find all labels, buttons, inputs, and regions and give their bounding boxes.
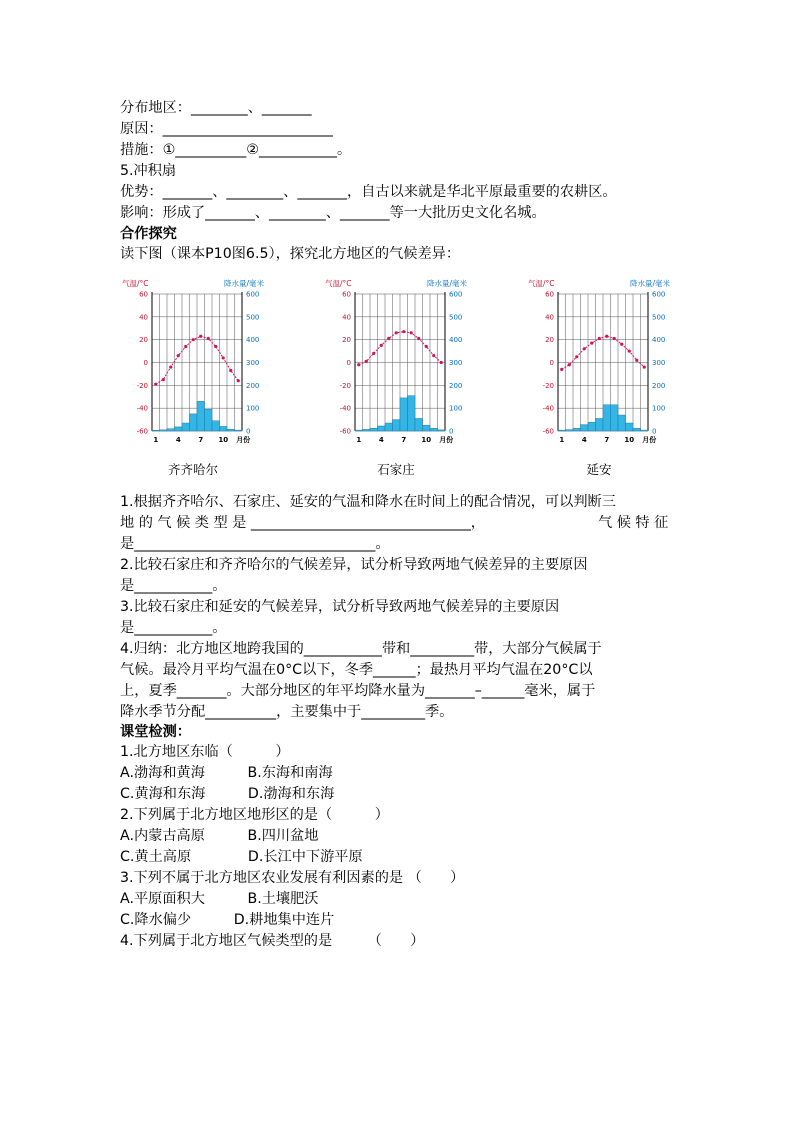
precipitation-bar <box>415 418 423 431</box>
precipitation-bar <box>558 430 566 431</box>
heading-cooperative-inquiry: 合作探究 <box>120 226 177 242</box>
y-tick-label: 20 <box>139 336 148 345</box>
x-tick-label: 1 <box>559 436 565 444</box>
precipitation-bar <box>430 428 438 431</box>
temperature-point <box>214 345 217 348</box>
temperature-point <box>357 363 360 366</box>
question-4-line-2: 气候。最冷月平均气温在0°C以下，冬季______；最热月平均气温在20°C以 <box>120 662 593 678</box>
precipitation-bar <box>581 425 589 431</box>
temperature-point <box>425 345 428 348</box>
temperature-point <box>207 337 210 340</box>
climate-chart-svg <box>118 274 268 454</box>
test-question-2: 2.下列属于北方地区地形区的是（ ） <box>120 807 389 823</box>
precipitation-bar <box>423 425 431 431</box>
question-4-line-4: 降水季节分配__________，主要集中于_________季。 <box>120 704 454 720</box>
precipitation-bar <box>573 428 581 431</box>
y2-tick-label: 400 <box>246 336 260 345</box>
test-question-1-options-ab: A.渤海和黄海 B.东海和南海 <box>120 765 333 781</box>
question-1-line-1: 1.根据齐齐哈尔、石家庄、延安的气温和降水在时间上的配合情况，可以判断三 <box>120 494 616 510</box>
test-question-3: 3.下列不属于北方地区农业发展有利因素的是 （ ） <box>120 870 465 886</box>
precipitation-bar <box>182 423 190 431</box>
y-tick-label: 0 <box>549 359 554 367</box>
fill-line-reason: 原因：________________________ <box>120 121 333 137</box>
temperature-point <box>440 361 443 364</box>
y2-tick-label: 600 <box>652 290 666 299</box>
precipitation-bar <box>220 426 228 431</box>
y-tick-label: -20 <box>136 381 148 390</box>
y-tick-label: 60 <box>545 290 554 299</box>
y-tick-label: 40 <box>139 313 148 322</box>
temperature-point <box>613 337 616 340</box>
temperature-point <box>575 355 578 358</box>
y-axis-label: 气温/°C <box>528 279 555 288</box>
temperature-point <box>192 338 195 341</box>
question-1-climate-type: 地 的 气 候 类 型 是 _______________________________， <box>120 515 485 531</box>
temperature-point <box>162 378 165 381</box>
y2-tick-label: 100 <box>652 404 666 413</box>
x-tick-label: 1 <box>356 436 362 444</box>
chart-title: 石家庄 <box>377 462 415 477</box>
temperature-point <box>590 341 593 344</box>
y2-tick-label: 400 <box>652 336 666 345</box>
y2-tick-label: 0 <box>246 427 251 436</box>
y-tick-label: -20 <box>339 381 351 390</box>
y2-tick-label: 200 <box>449 381 463 390</box>
y-tick-label: 40 <box>342 313 351 322</box>
temperature-point <box>365 360 368 363</box>
precipitation-bar <box>235 430 243 431</box>
precipitation-bar <box>566 430 574 431</box>
x-tick-label: 4 <box>378 436 384 444</box>
y2-tick-label: 500 <box>246 313 260 322</box>
test-question-1-options-cd: C.黄海和东海 D.渤海和东海 <box>120 786 335 802</box>
question-1-line-3: 是__________________________________。 <box>120 536 390 552</box>
precipitation-bar <box>227 429 235 431</box>
x-axis-label: 月份 <box>642 436 657 444</box>
question-4-line-3: 上，夏季_______。大部分地区的年平均降水量为_______–______毫米，属于 <box>120 683 596 699</box>
temperature-point <box>372 352 375 355</box>
section-alluvial-fan: 5.冲积扇 <box>120 163 177 179</box>
y-tick-label: 0 <box>143 359 148 367</box>
temperature-point <box>229 369 232 372</box>
question-3-line-1: 3.比较石家庄和延安的气候差异，试分析导致两地气候差异的主要原因 <box>120 599 560 615</box>
instruction-read-figure: 读下图（课本P10图6.5），探究北方地区的气候差异： <box>120 246 461 262</box>
precipitation-bar <box>378 426 386 431</box>
y2-tick-label: 600 <box>246 290 260 299</box>
temperature-point <box>387 337 390 340</box>
y-tick-label: 0 <box>346 359 351 367</box>
precipitation-bar <box>641 430 649 431</box>
y2-axis-label: 降水量/毫米 <box>629 279 670 288</box>
y2-tick-label: 0 <box>449 427 454 436</box>
test-question-1: 1.北方地区东临（ ） <box>120 744 290 760</box>
fill-line-measures: 措施：①__________②___________。 <box>120 142 352 158</box>
test-question-4: 4.下列属于北方地区气候类型的是 （ ） <box>120 933 425 949</box>
test-question-3-options-cd: C.降水偏少 D.耕地集中连片 <box>120 912 335 928</box>
climate-chart-shijiazhuang <box>321 274 471 477</box>
y-axis-label: 气温/°C <box>122 279 149 288</box>
precipitation-bar <box>212 421 220 431</box>
question-2-line-2: 是___________。 <box>120 578 227 594</box>
y-tick-label: -40 <box>136 404 148 413</box>
question-2-line-1: 2.比较石家庄和齐齐哈尔的气候差异，试分析导致两地气候差异的主要原因 <box>120 557 588 573</box>
temperature-point <box>237 379 240 382</box>
heading-class-test: 课堂检测： <box>120 724 191 740</box>
temperature-point <box>184 345 187 348</box>
question-1-line-2 <box>120 513 669 533</box>
y-tick-label: 40 <box>545 313 554 322</box>
precipitation-bar <box>355 430 363 431</box>
precipitation-bar <box>205 409 213 431</box>
y-tick-label: 20 <box>545 336 554 345</box>
y-tick-label: 20 <box>342 336 351 345</box>
y-tick-label: -60 <box>136 427 148 436</box>
precipitation-bar <box>197 401 205 431</box>
y2-tick-label: 500 <box>652 313 666 322</box>
temperature-point <box>583 347 586 350</box>
y-tick-label: -20 <box>542 381 554 390</box>
precipitation-bar <box>596 418 604 431</box>
y2-tick-label: 500 <box>449 313 463 322</box>
climate-chart-svg <box>524 274 674 454</box>
y-tick-label: -40 <box>339 404 351 413</box>
y2-tick-label: 300 <box>449 359 463 367</box>
test-question-3-options-ab: A.平原面积大 B.土壤肥沃 <box>120 891 319 907</box>
y2-tick-label: 400 <box>449 336 463 345</box>
y2-tick-label: 100 <box>449 404 463 413</box>
precipitation-bar <box>175 427 183 431</box>
y2-axis-label: 降水量/毫米 <box>223 279 264 288</box>
temperature-point <box>568 363 571 366</box>
y-tick-label: -60 <box>339 427 351 436</box>
test-question-2-options-ab: A.内蒙古高原 B.四川盆地 <box>120 828 319 844</box>
precipitation-bar <box>152 430 160 431</box>
x-tick-label: 10 <box>624 436 635 444</box>
temperature-point <box>380 344 383 347</box>
climate-chart-svg <box>321 274 471 454</box>
precipitation-bar <box>363 429 371 431</box>
question-1-feature-label: 气 候 特 征 <box>598 515 669 531</box>
precipitation-bar <box>603 405 611 431</box>
x-tick-label: 7 <box>401 436 407 444</box>
precipitation-bar <box>626 423 634 431</box>
fill-line-distribution: 分布地区：________、_______ <box>120 100 312 116</box>
temperature-point <box>410 331 413 334</box>
y2-tick-label: 300 <box>652 359 666 367</box>
precipitation-bar <box>160 430 168 431</box>
y2-tick-label: 600 <box>449 290 463 299</box>
x-tick-label: 10 <box>421 436 432 444</box>
climate-chart-qiqihar <box>118 274 268 477</box>
precipitation-bar <box>408 396 416 431</box>
precipitation-bar <box>633 428 641 431</box>
fill-line-influence: 影响：形成了_______、________、_______等一大批历史文化名城。 <box>120 205 546 221</box>
temperature-point <box>628 349 631 352</box>
fill-line-advantages: 优势：_______、________、_______，自古以来就是华北平原最重要的农耕区。 <box>120 184 617 200</box>
y2-tick-label: 300 <box>246 359 260 367</box>
temperature-point <box>605 335 608 338</box>
x-axis-label: 月份 <box>439 436 454 444</box>
precipitation-bar <box>370 428 378 431</box>
temperature-point <box>154 383 157 386</box>
x-tick-label: 4 <box>581 436 587 444</box>
y-tick-label: -40 <box>542 404 554 413</box>
temperature-point <box>417 337 420 340</box>
precipitation-bar <box>618 415 626 431</box>
temperature-point <box>222 356 225 359</box>
y-tick-label: -60 <box>542 427 554 436</box>
y2-tick-label: 100 <box>246 404 260 413</box>
y-tick-label: 60 <box>342 290 351 299</box>
y2-axis-label: 降水量/毫米 <box>426 279 467 288</box>
temperature-point <box>560 368 563 371</box>
x-tick-label: 1 <box>153 436 159 444</box>
y2-tick-label: 200 <box>246 381 260 390</box>
precipitation-bar <box>438 430 446 431</box>
temperature-point <box>432 354 435 357</box>
x-tick-label: 4 <box>175 436 181 444</box>
test-question-2-options-cd: C.黄土高原 D.长江中下游平原 <box>120 849 363 865</box>
y-tick-label: 60 <box>139 290 148 299</box>
precipitation-bar <box>190 414 198 431</box>
precipitation-bar <box>385 423 393 431</box>
temperature-point <box>620 343 623 346</box>
precipitation-bar <box>400 398 408 431</box>
precipitation-bar <box>167 429 175 431</box>
x-axis-label: 月份 <box>236 436 251 444</box>
x-tick-label: 10 <box>218 436 229 444</box>
climate-charts <box>118 274 678 484</box>
chart-title: 延安 <box>586 462 612 477</box>
chart-title: 齐齐哈尔 <box>167 462 218 477</box>
question-3-line-2: 是___________。 <box>120 620 227 636</box>
temperature-point <box>199 335 202 338</box>
temperature-point <box>643 365 646 368</box>
precipitation-bar <box>611 405 619 431</box>
question-4-line-1: 4.归纳：北方地区地跨我国的___________带和_________带，大部分气候属于 <box>120 641 602 657</box>
climate-chart-yanan <box>524 274 674 477</box>
y2-tick-label: 200 <box>652 381 666 390</box>
temperature-point <box>169 365 172 368</box>
temperature-point <box>177 354 180 357</box>
x-tick-label: 7 <box>604 436 610 444</box>
temperature-point <box>395 331 398 334</box>
precipitation-bar <box>393 420 401 431</box>
y2-tick-label: 0 <box>652 427 657 436</box>
x-tick-label: 7 <box>198 436 204 444</box>
y-axis-label: 气温/°C <box>325 279 352 288</box>
temperature-point <box>635 359 638 362</box>
temperature-point <box>598 337 601 340</box>
temperature-point <box>402 330 405 333</box>
precipitation-bar <box>588 422 596 431</box>
